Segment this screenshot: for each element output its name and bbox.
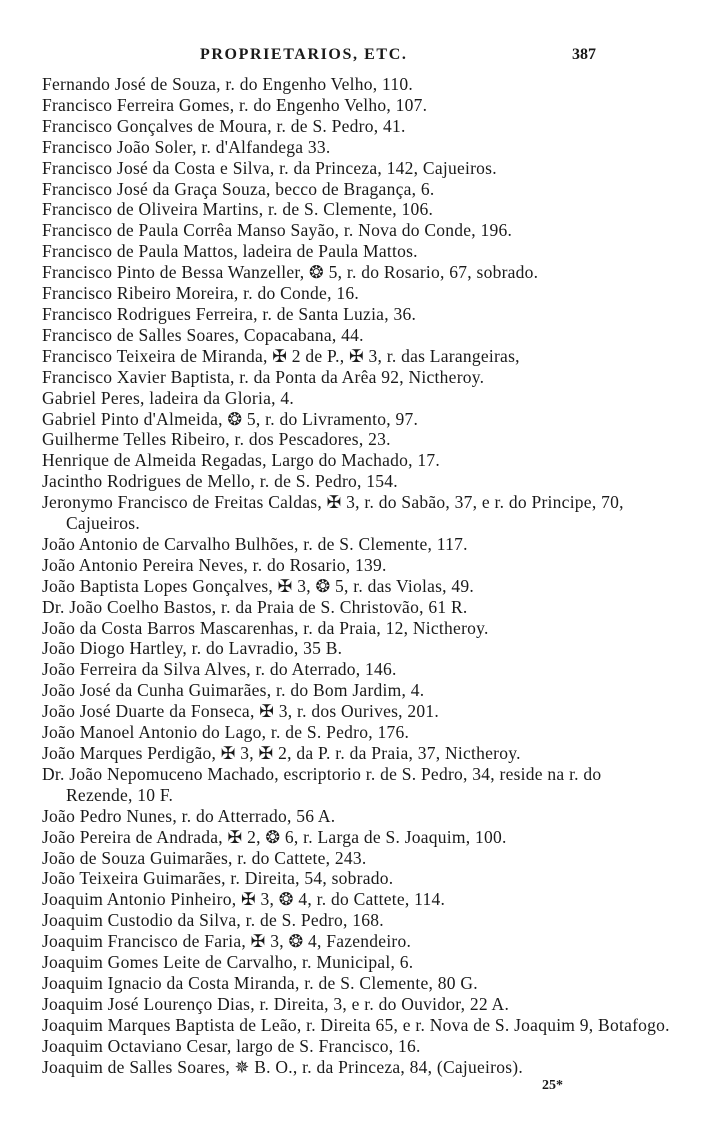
directory-entry: João Teixeira Guimarães, r. Direita, 54, sobrado. [42,868,394,889]
directory-entry: João Antonio de Carvalho Bulhões, r. de S. Clemente, 117. [42,533,468,554]
directory-entry: Joaquim Marques Baptista de Leão, r. Direita 65, e r. Nova de S. Joaquim 9, Botafogo. [42,1014,670,1035]
directory-entry: Jacintho Rodrigues de Mello, r. de S. Pedro, 154. [42,471,398,492]
directory-entry: Francisco de Paula Corrêa Manso Sayão, r. Nova do Conde, 196. [42,220,513,241]
directory-entry: Francisco Xavier Baptista, r. da Ponta da Arêa 92, Nictheroy. [42,366,485,387]
page-number: 387 [572,46,596,63]
directory-entry: Joaquim Octaviano Cesar, largo de S. Francisco, 16. [42,1035,421,1056]
directory-entry: João Antonio Pereira Neves, r. do Rosario, 139. [42,554,387,575]
signature-mark: 25* [542,1078,563,1093]
directory-entry: Joaquim Custodio da Silva, r. de S. Pedro, 168. [42,910,384,931]
directory-entry: Gabriel Pinto d'Almeida, ❂ 5, r. do Livramento, 97. [42,408,419,429]
directory-entry: Joaquim Gomes Leite de Carvalho, r. Municipal, 6. [42,952,414,973]
directory-entry: Francisco Rodrigues Ferreira, r. de Santa Luzia, 36. [42,303,417,324]
directory-entry: Francisco de Salles Soares, Copacabana, 44. [42,324,364,345]
directory-entry: Fernando José de Souza, r. do Engenho Velho, 110. [42,74,413,94]
directory-entry: Henrique de Almeida Regadas, Largo do Machado, 17. [42,450,441,471]
directory-entry: Dr. João Coelho Bastos, r. da Praia de S. Christovão, 61 R. [42,596,468,617]
directory-entry: Francisco Ribeiro Moreira, r. do Conde, 16. [42,283,359,304]
directory-entry: Joaquim Ignacio da Costa Miranda, r. de S. Clemente, 80 G. [42,972,478,993]
directory-entry: Dr. João Nepomuceno Machado, escriptorio r. de S. Pedro, 34, reside na r. do Rezende, 10 F. [42,763,602,805]
directory-entry: Francisco José da Costa e Silva, r. da Princeza, 142, Cajueiros. [42,157,497,178]
directory-entry: João Marques Perdigão, ✠ 3, ✠ 2, da P. r. da Praia, 37, Nictheroy. [42,743,521,763]
directory-entry: Francisco Gonçalves de Moura, r. de S. Pedro, 41. [42,115,406,136]
directory-entry: João José da Cunha Guimarães, r. do Bom Jardim, 4. [42,680,425,701]
directory-entry: Joaquim José Lourenço Dias, r. Direita, 3, e r. do Ouvidor, 22 A. [42,993,510,1014]
directory-entry: Francisco de Oliveira Martins, r. de S. Clemente, 106. [42,199,434,220]
directory-entry: Francisco de Paula Mattos, ladeira de Paula Mattos. [42,241,418,262]
directory-entry: João de Souza Guimarães, r. do Cattete, 243. [42,847,367,868]
page-title: PROPRIETARIOS, ETC. [200,46,408,63]
running-header [0,46,704,70]
directory-entry: Francisco José da Graça Souza, becco de Bragança, 6. [42,178,435,199]
directory-entry: João José Duarte da Fonseca, ✠ 3, r. dos Ourives, 201. [42,701,440,722]
directory-entry: Gabriel Peres, ladeira da Gloria, 4. [42,387,294,408]
directory-entry: João Manoel Antonio do Lago, r. de S. Pedro, 176. [42,722,410,743]
directory-entry: Joaquim Antonio Pinheiro, ✠ 3, ❂ 4, r. do Cattete, 114. [42,889,446,910]
directory-entry: João Pedro Nunes, r. do Atterrado, 56 A. [42,805,336,826]
directory-entry: Joaquim de Salles Soares, ✵ B. O., r. da Princeza, 84, (Cajueiros). [42,1056,523,1077]
directory-entry: Francisco Teixeira de Miranda, ✠ 2 de P., ✠ 3, r. das Larangeiras, [42,345,520,366]
directory-entry: João Pereira de Andrada, ✠ 2, ❂ 6, r. Larga de S. Joaquim, 100. [42,826,507,847]
directory-entry: Joaquim Francisco de Faria, ✠ 3, ❂ 4, Fazendeiro. [42,931,412,952]
directory-entry: Francisco Pinto de Bessa Wanzeller, ❂ 5, r. do Rosario, 67, sobrado. [42,262,539,283]
directory-entry: João Diogo Hartley, r. do Lavradio, 35 B. [42,638,343,659]
directory-entry: Francisco João Soler, r. d'Alfandega 33. [42,136,331,157]
directory-entry: João Ferreira da Silva Alves, r. do Aterrado, 146. [42,659,397,680]
directory-entry: João da Costa Barros Mascarenhas, r. da Praia, 12, Nictheroy. [42,617,489,638]
directory-entry: Guilherme Telles Ribeiro, r. dos Pescadores, 23. [42,429,391,450]
directory-entry: João Baptista Lopes Gonçalves, ✠ 3, ❂ 5, r. das Violas, 49. [42,575,475,596]
directory-entry: Jeronymo Francisco de Freitas Caldas, ✠ 3, r. do Sabão, 37, e r. do Principe, 70, Cajueiros. [42,492,624,534]
directory-entries [42,74,672,1078]
directory-entry: Francisco Ferreira Gomes, r. do Engenho Velho, 107. [42,94,428,115]
